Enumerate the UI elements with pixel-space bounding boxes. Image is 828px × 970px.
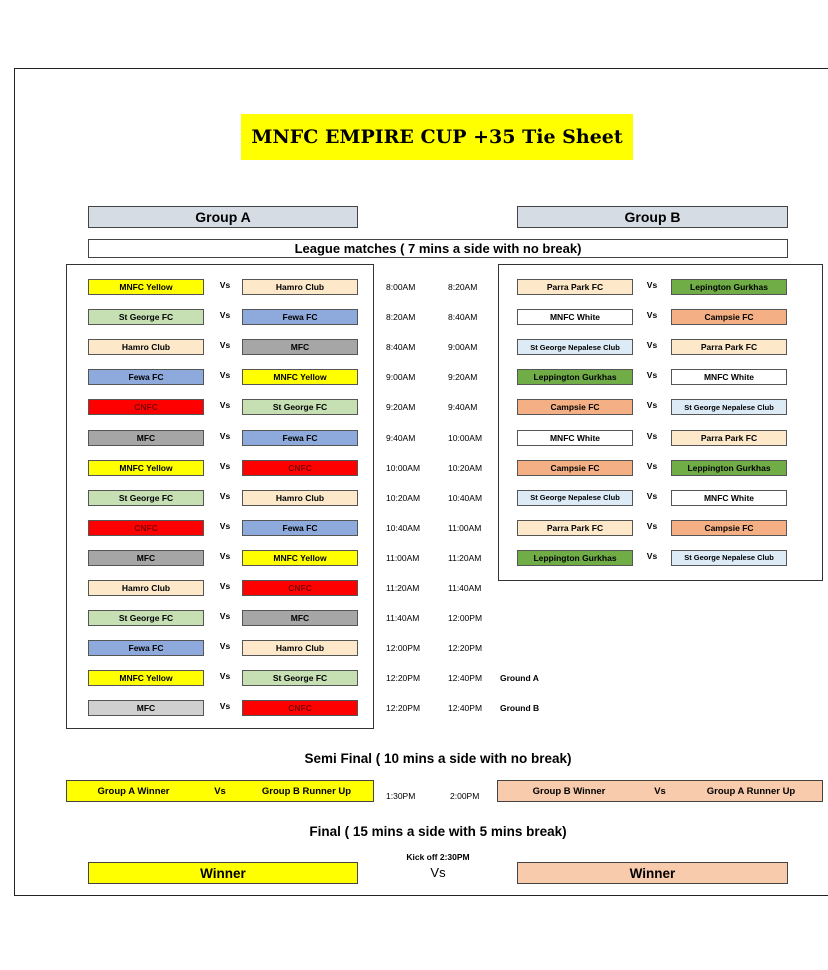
group-a-start-time: 10:00AM — [386, 462, 421, 473]
group-a-start-time: 8:40AM — [386, 342, 416, 353]
group-a-header: Group A — [88, 206, 358, 228]
group-a-end-time: 9:20AM — [448, 372, 478, 383]
final-title: Final ( 15 mins a side with 5 mins break) — [309, 824, 567, 839]
group-a-away-team: CNFC — [242, 460, 358, 476]
group-a-vs: Vs — [219, 370, 231, 381]
group-a-end-time: 10:40AM — [448, 492, 483, 503]
group-a-vs: Vs — [219, 550, 231, 561]
semi-final-title: Semi Final ( 10 mins a side with no break) — [304, 751, 572, 766]
group-b-vs: Vs — [646, 460, 658, 471]
group-a-end-time: 12:40PM — [448, 703, 483, 714]
group-b-vs: Vs — [646, 520, 658, 531]
group-a-home-team: MNFC Yellow — [88, 670, 204, 686]
group-a-start-time: 10:40AM — [386, 522, 421, 533]
group-b-vs: Vs — [646, 490, 658, 501]
group-a-end-time: 10:00AM — [448, 432, 483, 443]
group-a-vs: Vs — [219, 611, 231, 622]
final-right-winner: Winner — [517, 862, 788, 884]
final-vs: Vs — [430, 865, 446, 880]
group-a-vs: Vs — [219, 430, 231, 441]
group-a-start-time: 11:20AM — [386, 583, 420, 593]
group-a-home-team: MFC — [88, 430, 204, 446]
group-b-vs: Vs — [646, 340, 658, 351]
league-matches-header: League matches ( 7 mins a side with no break) — [88, 239, 788, 258]
group-a-vs: Vs — [219, 701, 231, 712]
group-b-away-team: Campsie FC — [671, 309, 787, 325]
group-a-vs: Vs — [219, 490, 231, 501]
group-b-home-team: Campsie FC — [517, 460, 633, 476]
group-a-home-team: MFC — [88, 550, 204, 566]
group-a-home-team: CNFC — [88, 399, 204, 415]
group-a-away-team: MNFC Yellow — [242, 550, 358, 566]
group-a-away-team: CNFC — [242, 580, 358, 596]
group-a-start-time: 8:20AM — [386, 312, 416, 323]
group-a-end-time: 9:40AM — [448, 402, 478, 413]
group-a-start-time: 12:20PM — [386, 703, 421, 714]
group-b-away-team: Parra Park FC — [671, 430, 787, 446]
group-b-home-team: St George Nepalese Club — [517, 490, 633, 506]
final-left-winner: Winner — [88, 862, 358, 884]
group-a-home-team: MFC — [88, 700, 204, 716]
group-b-away-team: St George Nepalese Club — [671, 399, 787, 415]
group-a-end-time: 11:00AM — [448, 522, 482, 533]
semi-end-time: 2:00PM — [450, 791, 480, 801]
group-a-away-team: Fewa FC — [242, 309, 358, 325]
group-a-end-time: 12:20PM — [448, 643, 483, 654]
group-a-home-team: Fewa FC — [88, 640, 204, 656]
semi-final-left-bar — [66, 780, 374, 802]
group-a-start-time: 8:00AM — [386, 282, 416, 292]
group-a-away-team: MFC — [242, 339, 358, 355]
group-b-away-team: Leppington Gurkhas — [671, 460, 787, 476]
group-a-home-team: St George FC — [88, 309, 204, 325]
group-a-start-time: 12:20PM — [386, 673, 421, 684]
group-a-end-time: 12:00PM — [448, 613, 483, 624]
group-a-vs: Vs — [219, 310, 231, 321]
group-a-end-time: 12:40PM — [448, 673, 483, 684]
group-b-away-team: Parra Park FC — [671, 339, 787, 355]
group-a-away-team: Hamro Club — [242, 490, 358, 506]
group-a-away-team: MFC — [242, 610, 358, 626]
group-a-end-time: 10:20AM — [448, 462, 483, 473]
semi-final-right-bar — [497, 780, 823, 802]
group-a-start-time: 10:20AM — [386, 492, 421, 503]
group-a-away-team: CNFC — [242, 700, 358, 716]
group-b-away-team: St George Nepalese Club — [671, 550, 787, 566]
final-kickoff: Kick off 2:30PM — [406, 852, 470, 862]
semi-right-home: Group B Winner — [532, 785, 606, 797]
group-a-away-team: Fewa FC — [242, 430, 358, 446]
group-a-vs: Vs — [219, 581, 231, 591]
group-a-away-team: Hamro Club — [242, 279, 358, 295]
group-b-home-team: St George Nepalese Club — [517, 339, 633, 355]
group-a-start-time: 12:00PM — [386, 643, 421, 654]
group-a-away-team: Fewa FC — [242, 520, 358, 536]
group-b-vs: Vs — [646, 400, 658, 411]
group-a-away-team: MNFC Yellow — [242, 369, 358, 385]
group-a-away-team: St George FC — [242, 670, 358, 686]
group-a-home-team: MNFC Yellow — [88, 279, 204, 295]
group-b-home-team: Leppington Gurkhas — [517, 550, 633, 566]
group-b-vs: Vs — [646, 430, 658, 441]
group-b-vs: Vs — [646, 550, 658, 561]
group-a-home-team: Hamro Club — [88, 339, 204, 355]
group-a-end-time: 8:40AM — [448, 312, 478, 323]
group-b-home-team: MNFC White — [517, 309, 633, 325]
group-a-home-team: Fewa FC — [88, 369, 204, 385]
group-a-vs: Vs — [219, 520, 231, 531]
group-b-away-team: Campsie FC — [671, 520, 787, 536]
semi-start-time: 1:30PM — [386, 791, 416, 801]
group-a-end-time: 8:20AM — [448, 282, 478, 292]
group-a-vs: Vs — [219, 671, 231, 682]
group-a-start-time: 11:00AM — [386, 552, 420, 563]
group-a-home-team: St George FC — [88, 610, 204, 626]
semi-right-away: Group A Runner Up — [706, 785, 796, 797]
group-b-home-team: MNFC White — [517, 430, 633, 446]
group-a-away-team: Hamro Club — [242, 640, 358, 656]
page-title: MNFC EMPIRE CUP +35 Tie Sheet — [241, 114, 633, 160]
group-a-start-time: 9:00AM — [386, 372, 416, 383]
group-a-end-time: 11:20AM — [448, 552, 482, 563]
group-a-away-team: St George FC — [242, 399, 358, 415]
semi-right-vs: Vs — [654, 785, 666, 797]
group-a-home-team: MNFC Yellow — [88, 460, 204, 476]
group-a-home-team: St George FC — [88, 490, 204, 506]
group-b-vs: Vs — [646, 310, 658, 321]
semi-left-home: Group A Winner — [97, 785, 170, 797]
group-a-home-team: Hamro Club — [88, 580, 204, 596]
group-a-vs: Vs — [219, 641, 231, 652]
group-a-vs: Vs — [219, 280, 231, 290]
group-b-header: Group B — [517, 206, 788, 228]
group-b-away-team: MNFC White — [671, 490, 787, 506]
group-b-away-team: Lepington Gurkhas — [671, 279, 787, 295]
group-a-start-time: 9:20AM — [386, 402, 416, 413]
group-b-vs: Vs — [646, 370, 658, 381]
group-a-start-time: 9:40AM — [386, 432, 416, 443]
group-b-home-team: Parra Park FC — [517, 279, 633, 295]
group-a-vs: Vs — [219, 340, 231, 351]
group-a-vs: Vs — [219, 460, 231, 471]
group-b-vs: Vs — [646, 280, 658, 290]
group-a-start-time: 11:40AM — [386, 613, 420, 624]
group-b-away-team: MNFC White — [671, 369, 787, 385]
group-a-end-time: 11:40AM — [448, 583, 482, 593]
semi-left-away: Group B Runner Up — [261, 785, 352, 797]
group-a-vs: Vs — [219, 400, 231, 411]
group-a-end-time: 9:00AM — [448, 342, 478, 353]
ground-label: Ground B — [500, 703, 540, 714]
group-b-home-team: Campsie FC — [517, 399, 633, 415]
ground-label: Ground A — [500, 673, 539, 684]
semi-left-vs: Vs — [214, 785, 226, 797]
group-a-home-team: CNFC — [88, 520, 204, 536]
group-b-home-team: Parra Park FC — [517, 520, 633, 536]
group-b-home-team: Leppington Gurkhas — [517, 369, 633, 385]
